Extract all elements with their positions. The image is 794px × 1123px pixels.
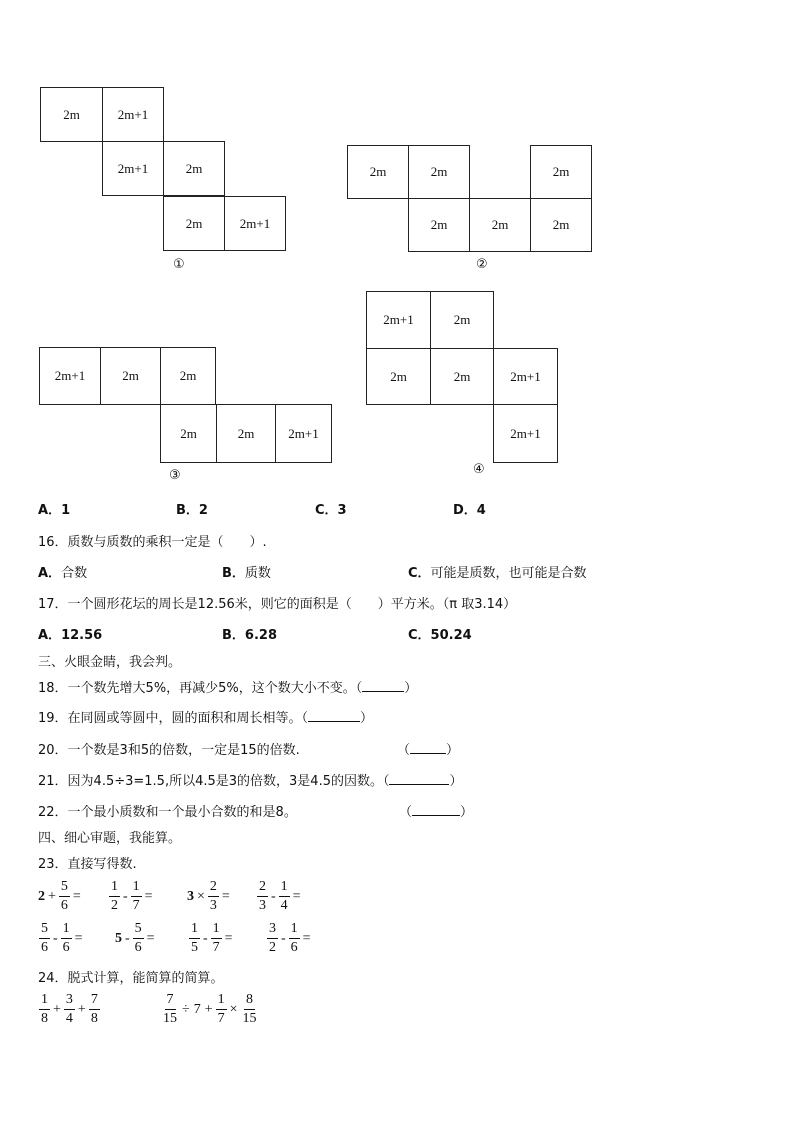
q23-item-4: $\frac{2}{3}$ - $\frac{1}{4}$ = [259,879,301,913]
q16-option-c: C．可能是质数，也可能是合数 [408,566,587,581]
q17-stem: 17．一个圆形花坛的周长是12.56米，则它的面积是（ ）平方米。（π 取3.14） [38,597,517,612]
net-cell: 2m+1 [493,404,558,463]
q23-item-8: $\frac{3}{2}$ - $\frac{1}{6}$ = [269,921,311,955]
q20-answer-blank[interactable]: （ ） [397,743,460,758]
net-cell: 2m [216,404,276,463]
net-cell: 2m+1 [102,87,164,142]
net-cell: 2m+1 [39,347,101,405]
q15-option-d: D．4 [453,503,486,518]
net-cell: 2m+1 [275,404,332,463]
q19: 19．在同圆或等圆中，圆的面积和周长相等。（ ） [38,711,374,726]
q15-option-c: C．3 [315,503,347,518]
q17-option-a: A．12.56 [38,628,103,643]
net-cell: 2m [530,145,592,199]
q23-item-5: $\frac{5}{6}$ - $\frac{1}{6}$ = [41,921,83,955]
net-cell: 2m [530,198,592,252]
net-label: ④ [473,462,485,477]
net-cell: 2m+1 [102,141,164,196]
q20: 20．一个数是3和5的倍数，一定是15的倍数. [38,743,300,758]
q16-stem: 16．质数与质数的乘积一定是（ ）. [38,535,267,550]
section-4-heading: 四、细心审题，我能算。 [38,831,182,846]
net-label: ① [173,257,185,272]
q18: 18．一个数先增大5%，再减少5%，这个数大小不变。（ ） [38,681,418,696]
q17-option-b: B．6.28 [222,628,277,643]
net-cell: 2m [366,348,431,405]
net-label: ③ [169,468,181,483]
net-cell: 2m [163,141,225,196]
q23-item-1: 2 + $\frac{5}{6}$ = [38,879,81,913]
q23-stem: 23．直接写得数. [38,857,137,872]
net-cell: 2m [40,87,103,142]
section-3-heading: 三、火眼金睛，我会判。 [38,655,182,670]
net-label: ② [476,257,488,272]
net-cell: 2m [347,145,409,199]
net-cell: 2m+1 [224,196,286,251]
net-cell: 2m [408,198,470,252]
q22: 22．一个最小质数和一个最小合数的和是8。 [38,805,297,820]
q16-option-a: A．合数 [38,566,88,581]
q23-item-2: $\frac{1}{2}$ - $\frac{1}{7}$ = [111,879,153,913]
net-cell: 2m [430,291,494,349]
q17-option-c: C．50.24 [408,628,472,643]
q23-item-3: 3 × $\frac{2}{3}$ = [187,879,230,913]
net-cell: 2m [160,347,216,405]
q23-item-7: $\frac{1}{5}$ - $\frac{1}{7}$ = [191,921,233,955]
net-cell: 2m+1 [493,348,558,405]
q15-option-b: B．2 [176,503,208,518]
net-cell: 2m [163,196,225,251]
q23-item-6: 5 - $\frac{5}{6}$ = [115,921,155,955]
net-cell: 2m [430,348,494,405]
q15-option-a: A．1 [38,503,71,518]
net-cell: 2m [408,145,470,199]
q16-option-b: B．质数 [222,566,271,581]
net-cell: 2m [100,347,161,405]
q24-expression-2: $\frac{7}{15}$ ÷ 7 + $\frac{1}{7}$ × $\frac{8}{15}$ [163,992,257,1026]
q22-answer-blank[interactable]: （ ） [399,805,474,820]
net-cell: 2m [469,198,531,252]
net-cell: 2m [160,404,217,463]
q24-expression-1: $\frac{1}{8}$ + $\frac{3}{4}$ + $\frac{7}{8}$ [41,992,98,1026]
q24-stem: 24．脱式计算，能简算的简算。 [38,971,224,986]
net-cell: 2m+1 [366,291,431,349]
q21: 21．因为4.5÷3=1.5,所以4.5是3的倍数，3是4.5的因数。（ ） [38,774,463,789]
